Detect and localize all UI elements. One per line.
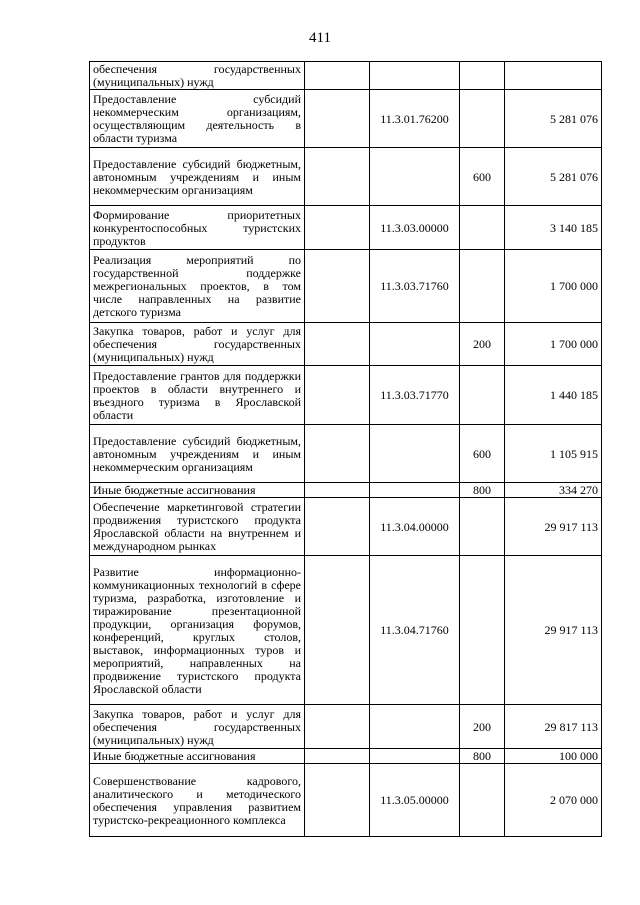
row-program [305, 250, 370, 323]
row-expense-type [460, 366, 505, 425]
row-name: Закупка товаров, работ и услуг для обеспечения государственных (муниципальных) нужд [90, 705, 305, 749]
row-code: 11.3.04.71760 [370, 556, 460, 705]
row-amount: 1 700 000 [505, 323, 602, 366]
row-code: 11.3.03.71770 [370, 366, 460, 425]
row-name: Предоставление субсидий некоммерческим организациям, осуществляющим деятельность в области туризма [90, 90, 305, 148]
row-code: 11.3.03.00000 [370, 206, 460, 250]
row-name: Предоставление грантов для поддержки проектов в области внутреннего и въездного туризма в Ярославской области [90, 366, 305, 425]
row-expense-type [460, 62, 505, 90]
row-name: Совершенствование кадрового, аналитического и методического обеспечения управления развитием туристско-рекреационного комплекса [90, 764, 305, 837]
table-row [90, 206, 602, 250]
table-row [90, 483, 602, 498]
table-row [90, 749, 602, 764]
row-program [305, 749, 370, 764]
row-expense-type [460, 556, 505, 705]
row-name: Закупка товаров, работ и услуг для обеспечения государственных (муниципальных) нужд [90, 323, 305, 366]
row-program [305, 323, 370, 366]
row-amount: 1 105 915 [505, 425, 602, 483]
row-program [305, 483, 370, 498]
row-name: Развитие информационно-коммуникационных технологий в сфере туризма, разработка, изготовление и тиражирование презентационной продукции, организация форумов, конференций, круглых столов, выставок, информационных туров и мероприятий, направленных на продвижение туристского продукта Ярославской области [90, 556, 305, 705]
table-row [90, 498, 602, 556]
row-amount: 29 917 113 [505, 498, 602, 556]
row-program [305, 764, 370, 837]
row-program [305, 705, 370, 749]
row-code [370, 483, 460, 498]
table-row [90, 323, 602, 366]
table-row [90, 90, 602, 148]
row-amount: 29 917 113 [505, 556, 602, 705]
table-row [90, 764, 602, 837]
row-expense-type: 600 [460, 148, 505, 206]
row-name: Предоставление субсидий бюджетным, автономным учреждениям и иным некоммерческим организациям [90, 425, 305, 483]
row-expense-type: 600 [460, 425, 505, 483]
row-code: 11.3.01.76200 [370, 90, 460, 148]
row-name: Реализация мероприятий по государственной поддержке межрегиональных проектов, в том числе направленных на развитие детского туризма [90, 250, 305, 323]
row-program [305, 206, 370, 250]
row-name: Обеспечение маркетинговой стратегии продвижения туристского продукта Ярославской области на внутреннем и международном рынках [90, 498, 305, 556]
row-amount: 100 000 [505, 749, 602, 764]
row-program [305, 90, 370, 148]
row-code [370, 323, 460, 366]
row-code: 11.3.05.00000 [370, 764, 460, 837]
row-name: Предоставление субсидий бюджетным, автономным учреждениям и иным некоммерческим организациям [90, 148, 305, 206]
row-code [370, 749, 460, 764]
table-row [90, 556, 602, 705]
row-amount: 2 070 000 [505, 764, 602, 837]
row-code [370, 62, 460, 90]
table-row [90, 705, 602, 749]
row-name: Формирование приоритетных конкурентоспособных туристских продуктов [90, 206, 305, 250]
row-expense-type [460, 206, 505, 250]
row-expense-type: 800 [460, 483, 505, 498]
row-program [305, 425, 370, 483]
table-row [90, 148, 602, 206]
row-expense-type: 200 [460, 705, 505, 749]
row-name: обеспечения государственных (муниципальных) нужд [90, 62, 305, 90]
row-amount: 29 817 113 [505, 705, 602, 749]
row-program [305, 366, 370, 425]
row-amount: 5 281 076 [505, 90, 602, 148]
row-code: 11.3.04.00000 [370, 498, 460, 556]
row-expense-type: 200 [460, 323, 505, 366]
page-number: 411 [309, 30, 331, 46]
row-program [305, 148, 370, 206]
table-row [90, 62, 602, 90]
row-expense-type [460, 90, 505, 148]
row-program [305, 498, 370, 556]
table-row [90, 425, 602, 483]
row-expense-type [460, 764, 505, 837]
row-amount: 334 270 [505, 483, 602, 498]
row-code [370, 425, 460, 483]
row-program [305, 62, 370, 90]
budget-table [89, 61, 602, 837]
row-code: 11.3.03.71760 [370, 250, 460, 323]
row-name: Иные бюджетные ассигнования [90, 749, 305, 764]
row-expense-type: 800 [460, 749, 505, 764]
row-name: Иные бюджетные ассигнования [90, 483, 305, 498]
row-amount: 5 281 076 [505, 148, 602, 206]
row-amount: 3 140 185 [505, 206, 602, 250]
row-expense-type [460, 498, 505, 556]
row-amount [505, 62, 602, 90]
table-row [90, 250, 602, 323]
row-amount: 1 440 185 [505, 366, 602, 425]
row-code [370, 705, 460, 749]
table-row [90, 366, 602, 425]
row-code [370, 148, 460, 206]
row-program [305, 556, 370, 705]
row-amount: 1 700 000 [505, 250, 602, 323]
row-expense-type [460, 250, 505, 323]
